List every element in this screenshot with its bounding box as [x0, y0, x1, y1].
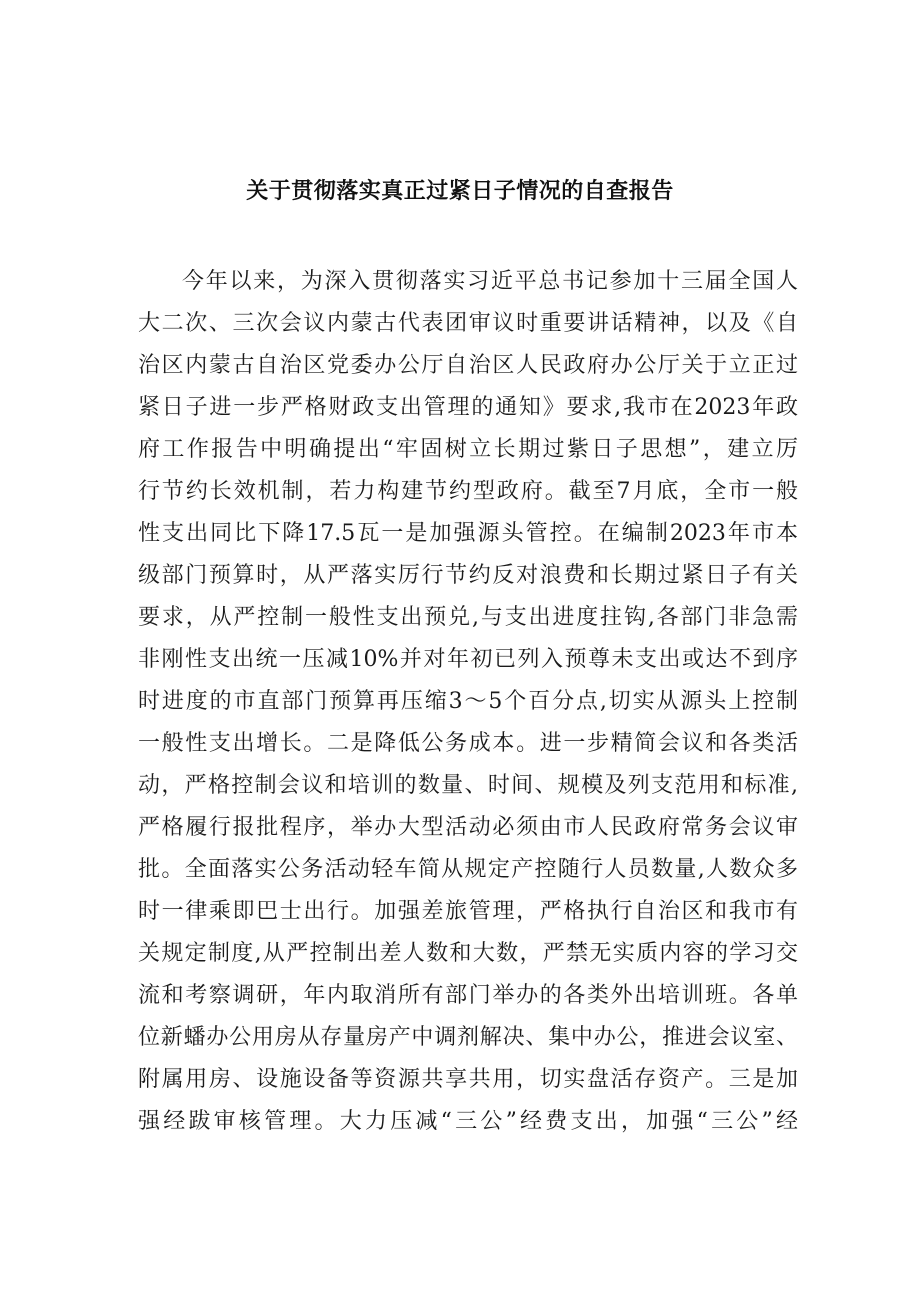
text-line: 流和考察调研，年内取消所有部门举办的各类外出培训班。各单 — [138, 983, 798, 1008]
text-line: 治区内蒙古自治区党委办公厅自治区人民政府办公厅关于立正过 — [138, 353, 798, 378]
document-title: 关于贯彻落实真正过紧日子情况的自查报告 — [246, 179, 674, 204]
text-line: 要求，从严控制一般性支出预兑,与支出进度拄钩,各部门非急需 — [138, 605, 798, 630]
text-line: 大二次、三次会议内蒙古代表团审议时重要讲话精神，以及《自 — [138, 311, 798, 336]
text-line: 级部门预算时，从严落实厉行节约反对浪费和长期过紧日子有关 — [138, 563, 798, 588]
text-line: 紧日子进一步严格财政支出管理的通知》要求,我市在2023年政 — [138, 395, 798, 420]
text-line: 严格履行报批程序，举办大型活动必须由市人民政府常务会议审 — [138, 815, 798, 840]
text-line: 府工作报告中明确提出“牢固树立长期过紫日子思想”，建立厉 — [138, 437, 798, 462]
text-line: 附属用房、设施设备等资源共享共用，切实盘活存资产。三是加 — [138, 1067, 798, 1092]
text-line: 动，严格控制会议和培训的数量、时间、规模及列支范用和标准, — [138, 773, 798, 798]
text-line: 关规定制度,从严控制出差人数和大数，严禁无实质内容的学习交 — [138, 941, 798, 966]
body-paragraph — [138, 261, 798, 1143]
text-line: 一般性支出增长。二是降低公务成本。进一步精简会议和各类活 — [138, 731, 798, 756]
text-line: 非刚性支出统一压减10%并对年初已列入预尊未支出或达不到序 — [138, 647, 798, 672]
text-line: 时进度的市直部门预算再压缩3〜5个百分点,切实从源头上控制 — [138, 689, 798, 714]
text-line: 今年以来，为深入贯彻落实习近平总书记参加十三届全国人 — [182, 269, 798, 294]
text-line: 批。全面落实公务活动轻车简从规定产控随行人员数量,人数众多 — [138, 857, 798, 882]
text-line: 时一律乘即巴士出行。加强差旅管理，严格执行自治区和我市有 — [138, 899, 798, 924]
text-line: 强经跋审核管理。大力压减“三公”经费支出，加强“三公”经 — [138, 1109, 798, 1134]
text-line: 行节约长效机制，若力构建节约型政府。截至7月底，全市一般 — [138, 479, 798, 504]
text-line: 位新蟠办公用房从存量房产中调剂解决、集中办公，推进会议室、 — [138, 1025, 798, 1050]
text-line: 性支出同比下降17.5瓦一是加强源头管控。在编制2023年市本 — [138, 521, 798, 546]
